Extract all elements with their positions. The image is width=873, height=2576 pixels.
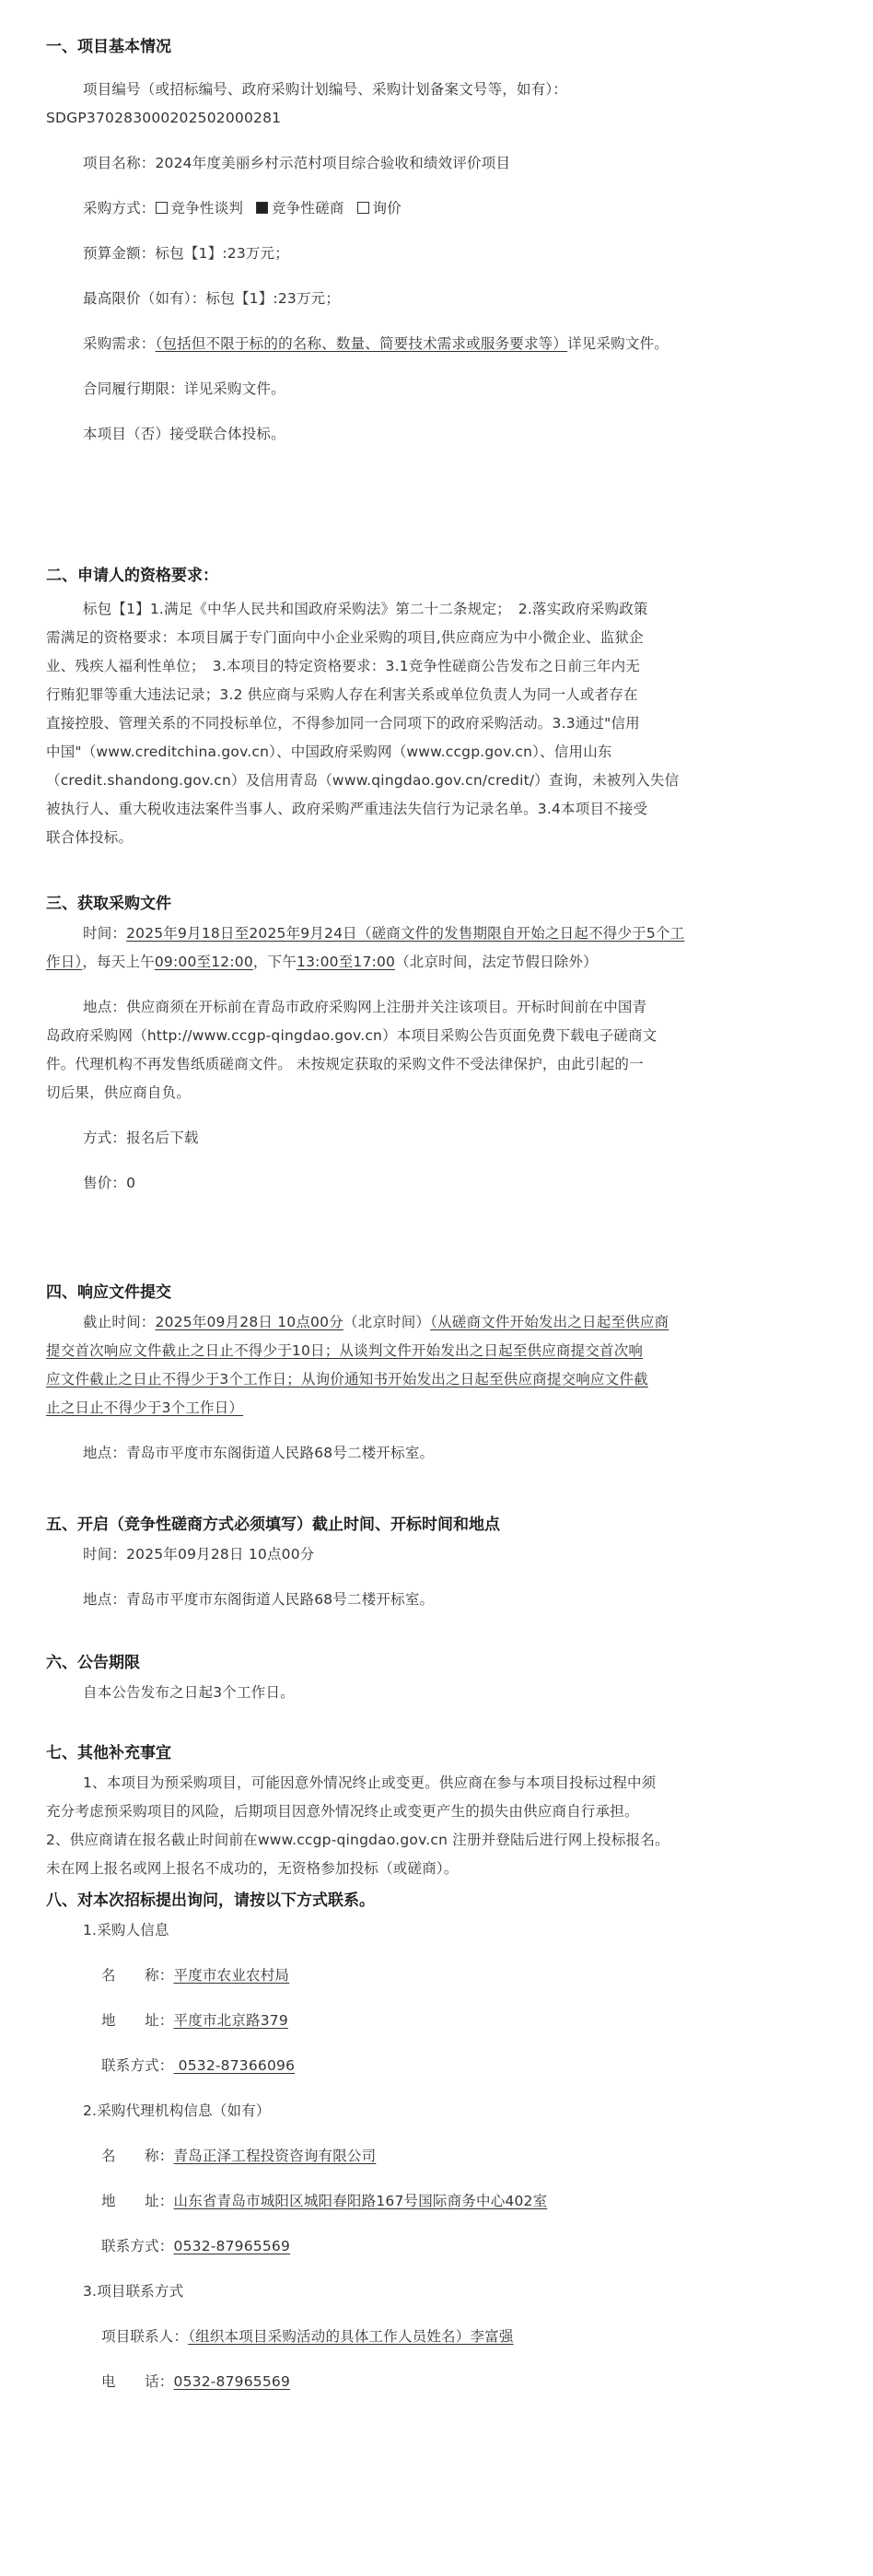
section-other-matters [46,1741,827,1883]
obtain-time: 时间：2025年9月18日至2025年9月24日（磋商文件的发售期限自开始之日起不得少于5个工 [83,925,685,942]
qualification-line: 被执行人、重大税收违法案件当事人、政府采购严重违法失信行为记录名单。3.4本项目不接受 [46,801,648,817]
agency-address: 地 址：山东省青岛市城阳区城阳春阳路167号国际商务中心402室 [101,2193,548,2209]
unchecked-box-icon [156,202,168,214]
qualification-line: 中国"（www.creditchina.gov.cn）、中国政府采购网（www.ccgp.gov.cn）、信用山东 [46,744,612,760]
obtain-place-line: 件。代理机构不再发售纸质磋商文件。 未按规定获取的采购文件不受法律保护，由此引起的一 [46,1056,644,1072]
section-contacts [46,1889,827,2396]
agency-phone: 联系方式：0532-87965569 [101,2238,291,2254]
deadline-note-line: 应文件截止之日止不得少于3个工作日；从询价通知书开始发出之日起至供应商提交响应文件截 [46,1371,648,1388]
section-obtain-docs [46,892,827,1198]
section-submission [46,1281,827,1468]
section-title: 三、获取采购文件 [46,895,171,913]
qualification-line: （credit.shandong.gov.cn）及信用青岛（www.qingdao.gov.cn/credit/）查询，未被列入失信 [46,772,680,789]
submission-deadline: 截止时间：2025年09月28日 10点00分（北京时间）（从磋商文件开始发出之日起至供应商 [83,1314,669,1330]
option-consultation: 竞争性磋商 [256,200,344,217]
section-title: 一、项目基本情况 [46,38,171,56]
purchaser-title: 1.采购人信息 [83,1922,169,1938]
submission-place: 地点：青岛市平度市东阁街道人民路68号二楼开标室。 [83,1445,435,1461]
contact-title: 3.项目联系方式 [83,2283,184,2300]
procurement-method [46,194,827,223]
procurement-requirement: 采购需求：（包括但不限于标的的名称、数量、简要技术需求或服务要求等）详见采购文件。 [83,335,669,352]
section-title: 六、公告期限 [46,1654,140,1672]
opening-time: 时间：2025年09月28日 10点00分 [83,1546,315,1563]
obtain-place-line: 切后果，供应商自负。 [46,1084,192,1101]
max-price: 最高限价（如有）：标包【1】:23万元； [83,290,341,307]
contact-phone: 电 话：0532-87965569 [101,2373,291,2390]
qualification-line: 直接控股、管理关系的不同投标单位，不得参加同一合同项下的政府采购活动。3.3通过"信用 [46,715,640,732]
deadline-note-line: 提交首次响应文件截止之日止不得少于10日；从谈判文件开始发出之日起至供应商提交首次响 [46,1342,644,1359]
section-qualifications [46,564,827,852]
qualification-line: 联合体投标。 [46,829,134,846]
obtain-place-line: 地点：供应商须在开标前在青岛市政府采购网上注册并关注该项目。开标时间前在中国青 [83,999,647,1015]
qualification-line: 业、残疾人福利性单位； 3.本项目的特定资格要求：3.1竞争性磋商公告发布之日前三年内无 [46,658,640,674]
checked-box-icon [256,202,268,214]
contact-person: 项目联系人：（组织本项目采购活动的具体工作人员姓名）李富强 [101,2328,514,2345]
obtain-way: 方式：报名后下载 [83,1130,199,1146]
other-line: 2、供应商请在报名截止时间前在www.ccgp-qingdao.gov.cn 注册并登陆后进行网上投标报名。 [46,1832,669,1848]
obtain-place-line: 岛政府采购网（http://www.ccgp-qingdao.gov.cn）本项目采购公告页面免费下载电子磋商文 [46,1027,658,1044]
other-line: 充分考虑预采购项目的风险，后期项目因意外情况终止或变更产生的损失由供应商自行承担。 [46,1803,639,1820]
other-line: 未在网上报名或网上报名不成功的，无资格参加投标（或磋商）。 [46,1860,459,1877]
notice-period-text: 自本公告发布之日起3个工作日。 [83,1684,295,1701]
purchaser-name: 名 称：平度市农业农村局 [101,1967,290,1984]
procurement-method-label: 采购方式： [83,200,156,217]
section-notice-period [46,1651,827,1707]
project-name: 项目名称：2024年度美丽乡村示范村项目综合验收和绩效评价项目 [83,155,511,171]
qualification-line: 标包【1】1.满足《中华人民共和国政府采购法》第二十二条规定； 2.落实政府采购政策 [83,601,648,617]
deadline-note-line: 止之日止不得少于3个工作日） [46,1399,244,1416]
consortium-note: 本项目（否）接受联合体投标。 [83,426,285,442]
project-code-value: SDGP370283000202502000281 [46,110,282,126]
budget-amount: 预算金额：标包【1】:23万元； [83,245,290,262]
section-title: 七、其他补充事宜 [46,1744,171,1762]
section-title: 八、对本次招标提出询问，请按以下方式联系。 [46,1891,375,1910]
other-line: 1、本项目为预采购项目，可能因意外情况终止或变更。供应商在参与本项目投标过程中须 [83,1774,657,1791]
section-title: 五、开启（竞争性磋商方式必须填写）截止时间、开标时间和地点 [46,1516,500,1534]
purchaser-phone: 联系方式： 0532-87366096 [101,2057,296,2074]
qualification-line: 需满足的资格要求：本项目属于专门面向中小企业采购的项目,供应商应为中小微企业、监狱企 [46,629,644,646]
unchecked-box-icon [357,202,369,214]
section-opening [46,1513,827,1614]
section-title: 四、响应文件提交 [46,1283,171,1302]
requirement-link[interactable]: （包括但不限于标的的名称、数量、简要技术需求或服务要求等） [155,335,568,352]
section-title: 二、申请人的资格要求： [46,567,218,585]
obtain-price: 售价：0 [83,1175,136,1191]
section-basic-info [46,35,827,449]
purchaser-address: 地 址：平度市北京路379 [101,2012,288,2029]
project-code-label: 项目编号（或招标编号、政府采购计划编号、采购计划备案文号等，如有）： [83,81,568,98]
option-negotiation: 竞争性谈判 [156,200,244,217]
option-inquiry: 询价 [357,200,402,217]
agency-title: 2.采购代理机构信息（如有） [83,2102,271,2119]
contract-period: 合同履行期限：详见采购文件。 [83,381,285,397]
qualification-line: 行贿犯罪等重大违法记录；3.2 供应商与采购人存在利害关系或单位负责人为同一人或者存在 [46,686,638,703]
agency-name: 名 称：青岛正泽工程投资咨询有限公司 [101,2148,377,2164]
obtain-time-cont: 作日），每天上午09:00至12:00，下午13:00至17:00（北京时间，法定节假日除外） [46,954,598,970]
opening-place: 地点：青岛市平度市东阁街道人民路68号二楼开标室。 [83,1591,435,1608]
